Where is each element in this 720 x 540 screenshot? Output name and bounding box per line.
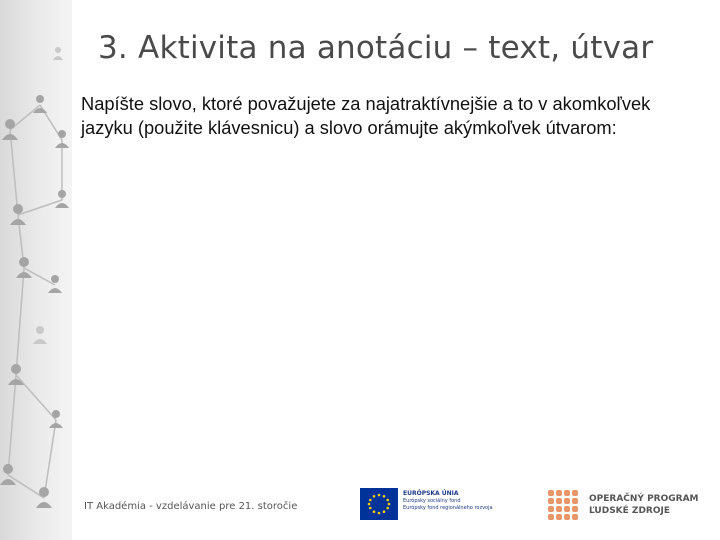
footer-caption: IT Akadémia - vzdelávanie pre 21. storočie [84,501,298,512]
op-dots-icon [547,489,581,523]
eu-flag-icon [360,488,398,520]
instruction-line-2: jazyku (použite klávesnicu) a slovo orámujte akýmkoľvek útvarom: [81,117,617,138]
slide-title: 3. Aktivita na anotáciu – text, útvar [98,30,654,66]
op-logo [547,489,717,523]
instruction-line-1: Napíšte slovo, ktoré považujete za najatraktívnejšie a to v akomkoľvek [81,93,651,114]
eu-fund-2: Európsky fond regionálneho rozvoja [403,505,493,511]
op-line-1: OPERAČNÝ PROGRAM [589,494,699,504]
op-line-2: ĽUDSKÉ ZDROJE [589,506,671,516]
instruction-text [81,92,717,140]
eu-fund-1: Európsky sociálny fond [403,498,461,504]
eu-logo [360,488,500,522]
eu-name: EURÓPSKA ÚNIA [403,490,459,497]
decorative-sidebar [0,0,72,540]
network-people-icon [0,0,72,540]
